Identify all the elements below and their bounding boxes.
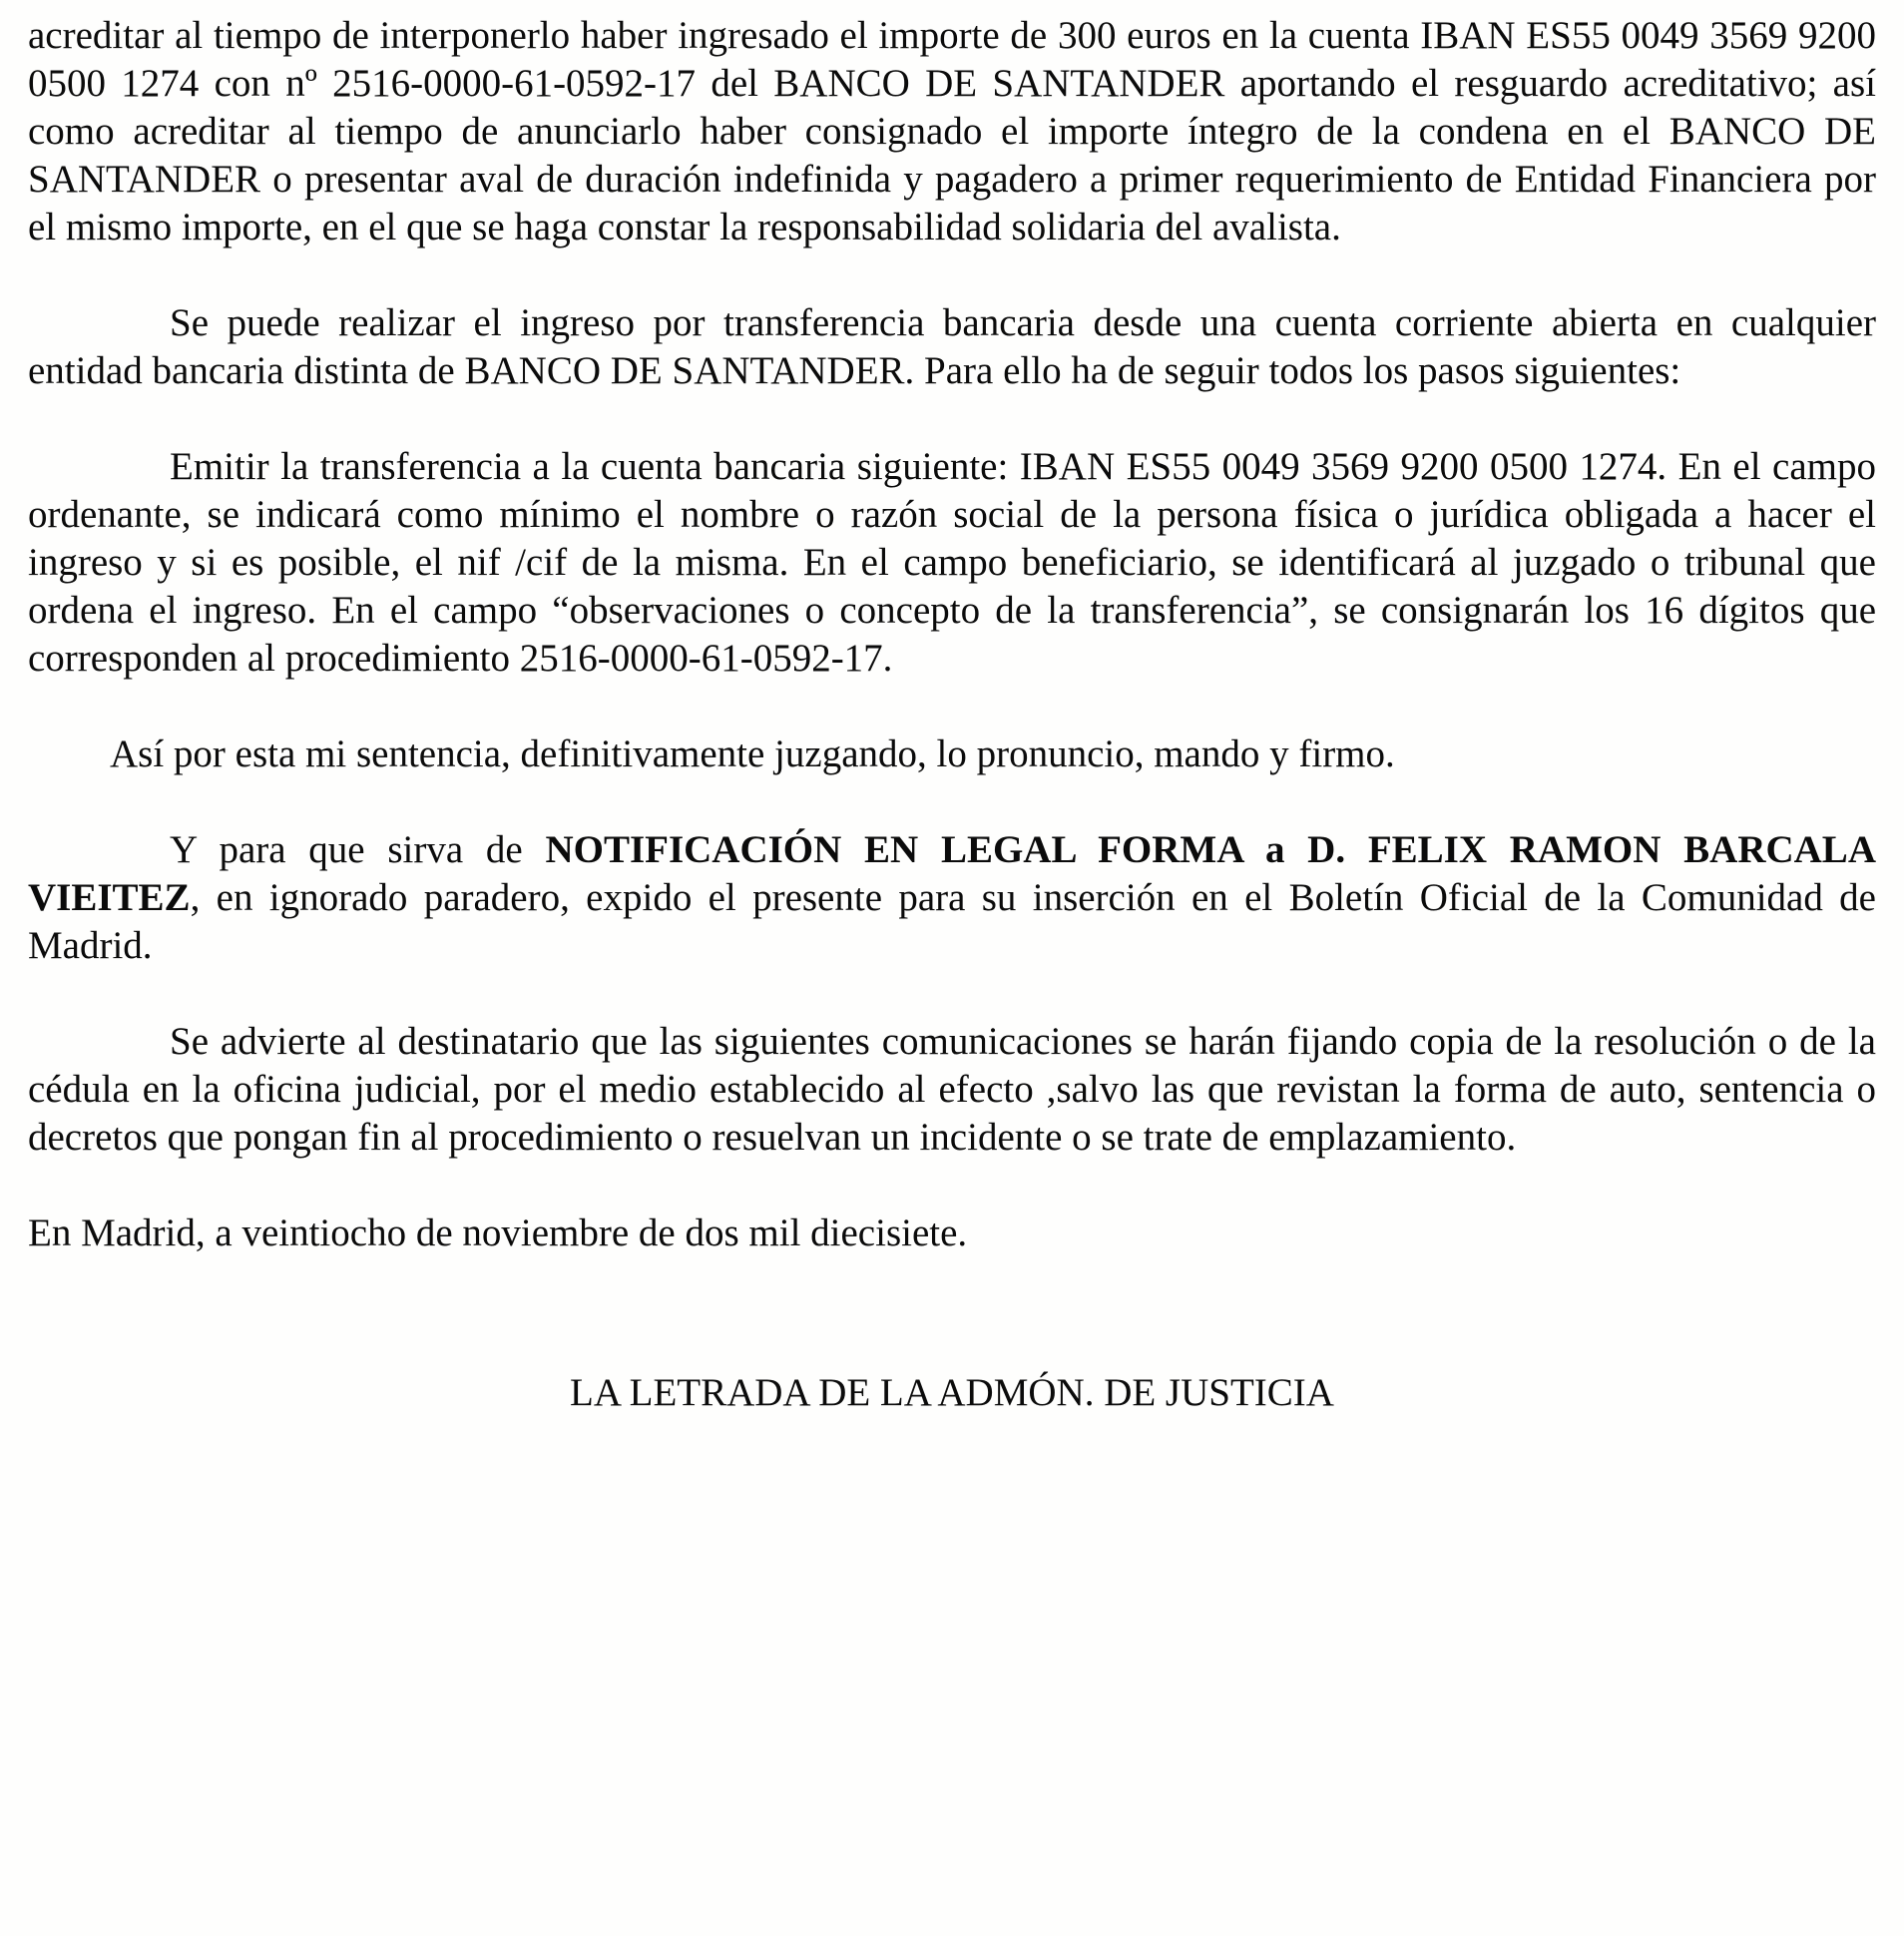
- notification-clause-pre: Y para que sirva de: [170, 828, 546, 871]
- paragraph-date-line: En Madrid, a veintiocho de noviembre de dos mil diecisiete.: [28, 1211, 968, 1254]
- paragraph-transfer-steps: Emitir la transferencia a la cuenta bancaria siguiente: IBAN ES55 0049 3569 9200 0500 1274. En el campo ordenante, se indicará como mínimo el nombre o razón social de la persona física o jurídica obligada a hacer el ingreso y si es posible, el nif /cif de la misma. En el campo beneficiario, se identificará al juzgado o tribunal que ordena el ingreso. En el campo “observaciones o concepto de la transferencia”, se consignarán los 16 dígitos que corresponden al procedimiento 2516-0000-61-0592-17.: [28, 445, 1876, 680]
- paragraph-sentencia-clause: Así por esta mi sentencia, definitivamente juzgando, lo pronuncio, mando y firmo.: [110, 732, 1395, 775]
- notification-clause-bold: NOTIFICACIÓN EN LEGAL FORMA a D. FELIX RAMON BARCALA VIEITEZ: [28, 828, 1876, 919]
- paragraph-notification-clause: [28, 826, 1876, 970]
- notification-clause-post: , en ignorado paradero, expido el presente para su inserción en el Boletín Oficial de la Comunidad de Madrid.: [28, 876, 1876, 967]
- paragraph-bank-transfer-intro: Se puede realizar el ingreso por transferencia bancaria desde una cuenta corriente abierta en cualquier entidad bancaria distinta de BANCO DE SANTANDER. Para ello ha de seguir todos los pasos siguientes:: [28, 301, 1876, 392]
- signature-title: LA LETRADA DE LA ADMÓN. DE JUSTICIA: [570, 1371, 1334, 1414]
- paragraph-payment-account-instructions: acreditar al tiempo de interponerlo haber ingresado el importe de 300 euros en la cuenta IBAN ES55 0049 3569 9200 0500 1274 con nº 2516-0000-61-0592-17 del BANCO DE SANTANDER aportando el resguardo acreditativo; así como acreditar al tiempo de anunciarlo haber consignado el importe íntegro de la condena en el BANCO DE SANTANDER o presentar aval de duración indefinida y pagadero a primer requerimiento de Entidad Financiera por el mismo importe, en el que se haga constar la responsabilidad solidaria del avalista.: [28, 14, 1876, 248]
- paragraph-warning-clause: Se advierte al destinatario que las siguientes comunicaciones se harán fijando copia de la resolución o de la cédula en la oficina judicial, por el medio establecido al efecto ,salvo las que revistan la forma de auto, sentencia o decretos que pongan fin al procedimiento o resuelvan un incidente o se trate de emplazamiento.: [28, 1020, 1876, 1159]
